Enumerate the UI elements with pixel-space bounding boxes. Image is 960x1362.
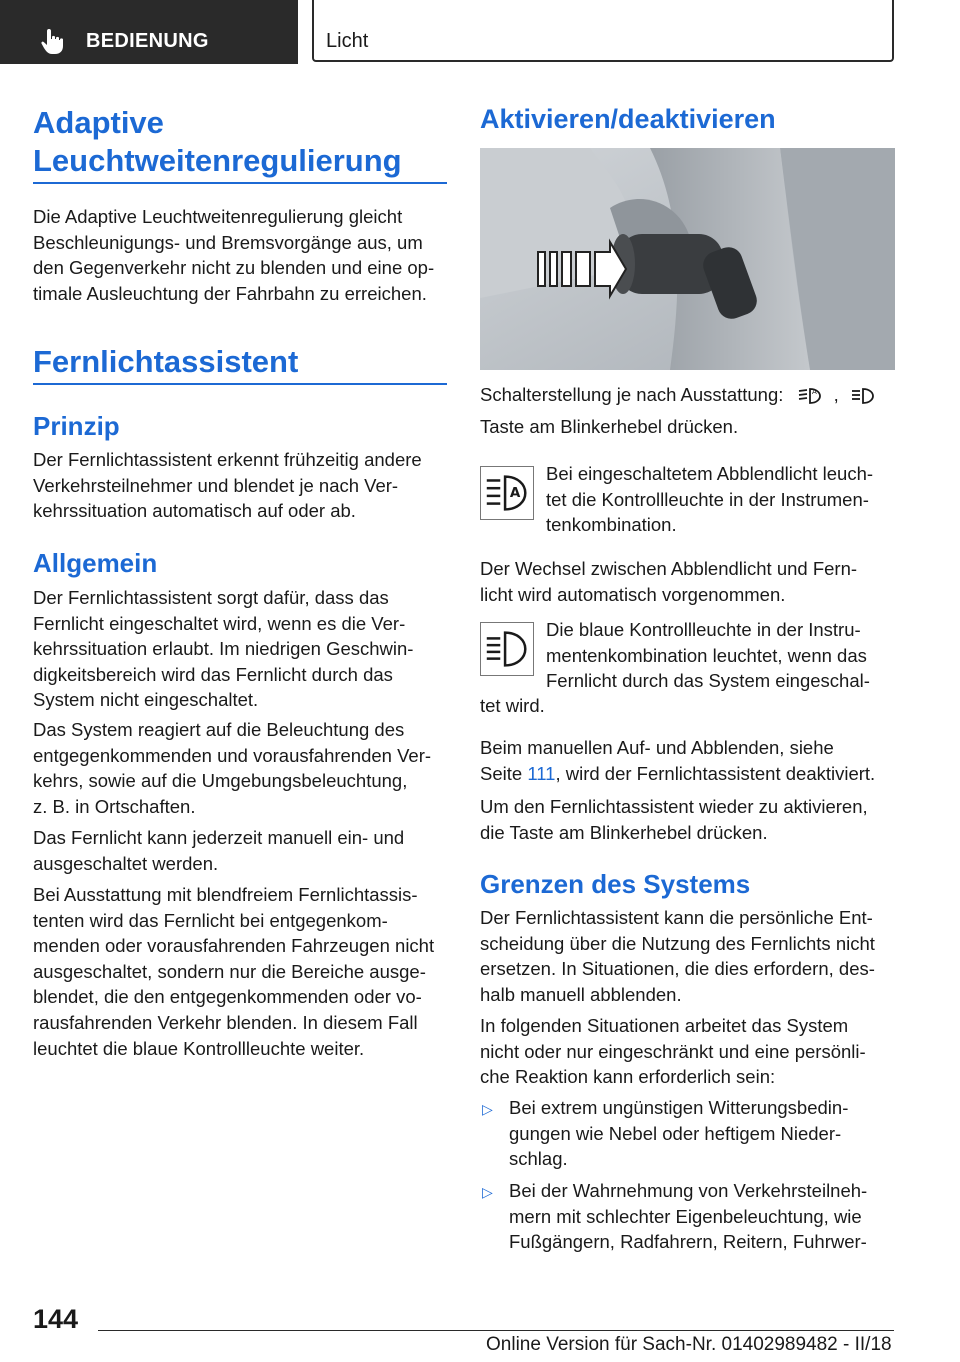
list-item — [509, 1178, 899, 1255]
text-line: Um den Fernlichtassistent wieder zu aktivieren, — [480, 796, 868, 817]
text-line: Der Fernlichtassistent kann die persönliche Ent- — [480, 907, 873, 928]
general-title: Allgemein — [33, 548, 158, 578]
text-line: tet die Kontrollleuchte in der Instrumen- — [546, 488, 869, 510]
text-line: halb manuell abblenden. — [480, 983, 682, 1005]
switch-line — [480, 382, 900, 407]
principle-paragraph — [33, 447, 453, 524]
text-line: nicht oder nur eingeschränkt und eine persönli- — [480, 1040, 866, 1062]
text-line: Bei eingeschaltetem Abblendlicht leuch- — [546, 463, 874, 484]
adaptive-title-line2: Leuchtweitenregulierung — [33, 143, 402, 178]
text-line: scheidung über die Nutzung des Fernlichts nicht — [480, 932, 875, 954]
text-line: mern mit schlechter Eigenbeleuchtung, wie — [509, 1205, 862, 1227]
pointing-hand-icon — [40, 27, 66, 55]
general-paragraph-3 — [33, 825, 453, 876]
text-line: Der Wechsel zwischen Abblendlicht und Fern- — [480, 558, 858, 579]
text-line: schlag. — [509, 1148, 568, 1170]
text-line: che Reaktion kann erforderlich sein: — [480, 1066, 776, 1088]
turn-signal-lever-illustration — [480, 148, 895, 370]
activate-title: Aktivieren/deaktivieren — [480, 104, 776, 134]
text-line: Der Fernlichtassistent erkennt frühzeitig andere — [33, 449, 422, 470]
text-line: digkeitsbereich wird das Fernlicht durch das — [33, 663, 393, 685]
svg-text:A: A — [509, 484, 521, 501]
text-line: kehrs, sowie auf die Umgebungsbeleuchtung, — [33, 770, 408, 792]
indicator2-tail: tet wird. — [480, 695, 545, 716]
text-line: In folgenden Situationen arbeitet das System — [480, 1015, 849, 1036]
lever-drawing — [480, 148, 895, 370]
press-text: Taste am Blinkerhebel drücken. — [480, 416, 739, 437]
assist-title: Fernlichtassistent — [33, 344, 299, 379]
manual-prefix: Seite — [480, 762, 523, 784]
text-line: tenten wird das Fernlicht bei entgegenkom- — [33, 909, 388, 931]
text-line: Bei Ausstattung mit blendfreiem Fernlichtassis- — [33, 884, 418, 905]
page-number: 144 — [33, 1304, 79, 1334]
text-line: z. B. in Ortschaften. — [33, 795, 196, 817]
text-line: Fernlicht durch das System eingeschal- — [546, 670, 870, 692]
switch-separator: , — [833, 384, 839, 405]
bullet-triangle-icon: ▷ — [482, 1101, 493, 1117]
text-line: menden oder vorausfahrenden Fahrzeugen nicht — [33, 935, 435, 957]
section-rule — [33, 182, 447, 184]
section-label: BEDIENUNG — [86, 30, 209, 52]
limits-title: Grenzen des Systems — [480, 869, 751, 899]
text-line: Bei der Wahrnehmung von Verkehrsteilneh- — [509, 1180, 868, 1201]
list-item — [509, 1095, 899, 1172]
auto-high-beam-icon — [797, 385, 823, 407]
bullet-triangle-icon: ▷ — [482, 1184, 493, 1200]
manual-paragraph — [480, 735, 900, 786]
text-line: System nicht eingeschaltet. — [33, 689, 259, 711]
indicator2-paragraph — [546, 617, 896, 694]
text-line: Fußgängern, Radfahrern, Reitern, Fuhrwer- — [509, 1231, 867, 1253]
text-line: Fernlicht eingeschaltet wird, wenn es die Ver- — [33, 612, 406, 634]
text-line: leuchtet die blaue Kontrollleuchte weiter. — [33, 1037, 365, 1059]
text-line: kehrssituation erlaubt. Im niedrigen Geschwin- — [33, 638, 414, 660]
adaptive-paragraph — [33, 204, 453, 306]
text-line: ausgeschaltet, sondern nur die Bereiche ausge- — [33, 960, 426, 982]
limits-paragraph-1 — [480, 905, 900, 1007]
high-beam-indicator-icon — [480, 622, 534, 676]
page-111-link[interactable]: 111 — [527, 762, 556, 784]
indicator1-paragraph — [546, 461, 896, 538]
text-line: Bei extrem ungünstigen Witterungsbedin- — [509, 1097, 849, 1118]
general-paragraph-1 — [33, 585, 453, 713]
text-line: die Taste am Blinkerhebel drücken. — [480, 821, 768, 843]
text-line: ersetzen. In Situationen, die dies erfordern, des- — [480, 958, 875, 980]
text-line: Der Fernlichtassistent sorgt dafür, dass das — [33, 587, 389, 608]
text-line: den Gegenverkehr nicht zu blenden und eine op- — [33, 257, 435, 279]
section-rule — [33, 383, 447, 385]
reactivate-paragraph — [480, 794, 900, 845]
text-line: Die blaue Kontrollleuchte in der Instru- — [546, 619, 861, 640]
manual-suffix: , wird der Fernlichtassistent deaktiviert. — [555, 762, 876, 784]
auto-high-beam-indicator-icon — [480, 466, 534, 520]
text-line: Beschleunigungs- und Bremsvorgänge aus, um — [33, 231, 423, 253]
text-line: mentenkombination leuchtet, wenn das — [546, 644, 867, 666]
text-line: timale Ausleuchtung der Fahrbahn zu erreichen. — [33, 282, 427, 304]
text-line: rausfahrenden Verkehr blenden. In diesem Fall — [33, 1011, 418, 1033]
version-text: Online Version für Sach-Nr. 01402989482 - II/18 — [486, 1334, 892, 1355]
text-line: Die Adaptive Leuchtweitenregulierung gleicht — [33, 206, 403, 227]
high-beam-icon — [850, 385, 876, 407]
manual-line-2 — [480, 761, 900, 787]
text-line: blendet, die den entgegenkommenden oder vo- — [33, 986, 422, 1008]
text-line: Das Fernlicht kann jederzeit manuell ein- und — [33, 827, 405, 848]
text-line: licht wird automatisch vorgenommen. — [480, 583, 786, 605]
limits-paragraph-2 — [480, 1013, 900, 1090]
principle-title: Prinzip — [33, 411, 120, 441]
text-line: Verkehrsteilnehmer und blendet je nach Ver- — [33, 474, 399, 496]
switch-text: Schalterstellung je nach Ausstattung: — [480, 384, 784, 405]
text-line: ausgeschaltet werden. — [33, 852, 219, 874]
text-line: Das System reagiert auf die Beleuchtung des — [33, 719, 405, 740]
chapter-box — [312, 0, 894, 62]
text-line: Beim manuellen Auf- und Abblenden, siehe — [480, 737, 834, 758]
change-paragraph — [480, 556, 900, 607]
footer-rule — [98, 1330, 894, 1331]
chapter-label: Licht — [326, 30, 369, 52]
text-line: kehrssituation automatisch auf oder ab. — [33, 500, 356, 522]
text-line: entgegenkommenden und vorausfahrenden Ver- — [33, 744, 432, 766]
svg-text:A: A — [811, 388, 817, 397]
section-tab — [0, 0, 298, 64]
text-line: tenkombination. — [546, 514, 677, 536]
adaptive-title-line1: Adaptive — [33, 105, 164, 140]
page-header — [0, 0, 960, 66]
text-line: gungen wie Nebel oder heftigem Nieder- — [509, 1122, 842, 1144]
general-paragraph-2 — [33, 717, 453, 819]
general-paragraph-4 — [33, 882, 453, 1061]
